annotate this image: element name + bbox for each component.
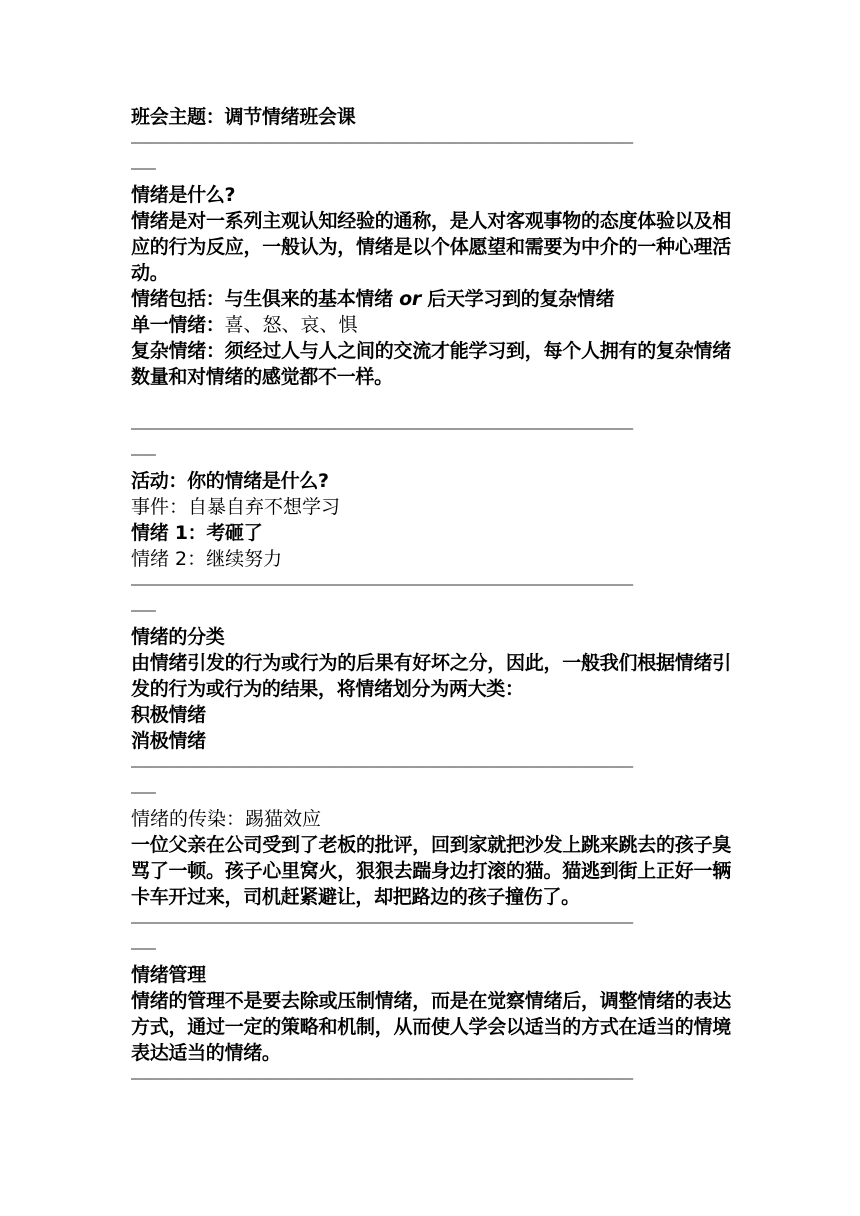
separator-tail: ——— — [131, 785, 156, 801]
emotion-2-label: 情绪 2： — [131, 548, 207, 570]
section-heading-what-is-emotion: 情绪是什么? — [131, 184, 236, 206]
separator-line: ————————————————————————————————————————————————————————————— — [131, 1071, 633, 1087]
complex-emotion-value: 须经过人与人之间的交流才能学习到，每个人拥有的复杂情绪数量和对情绪的感觉都不一样。 — [131, 340, 731, 388]
includes-basic: 与生俱来的基本情绪 — [224, 288, 400, 310]
title-text: 调节情绪班会课 — [224, 106, 356, 128]
emotion-includes-line — [131, 286, 731, 312]
complex-emotion-paragraph — [131, 338, 731, 390]
separator-tail: ——— — [131, 447, 156, 463]
section-heading-activity: 活动：你的情绪是什么? — [131, 470, 329, 492]
event-line — [131, 494, 731, 520]
separator-line: ————————————————————————————————————————————————————————————— — [131, 759, 633, 775]
contagion-label: 情绪的传染： — [131, 808, 246, 830]
blank-line — [131, 390, 731, 416]
separator-line: ————————————————————————————————————————————————————————————— — [131, 135, 633, 151]
classification-body: 由情绪引发的行为或行为的后果有好坏之分，因此，一般我们根据情绪引发的行为或行为的结果，将情绪划分为两大类： — [131, 652, 731, 700]
event-label: 事件： — [131, 496, 189, 518]
document-page — [131, 104, 731, 1092]
separator-line: ————————————————————————————————————————————————————————————— — [131, 421, 633, 437]
section-heading-management: 情绪管理 — [131, 964, 206, 986]
separator-tail: ——— — [131, 161, 156, 177]
positive-emotion: 积极情绪 — [131, 704, 206, 726]
emotion-1-value: 考砸了 — [206, 522, 263, 544]
single-emotion-value: 喜、怒、哀、惧 — [224, 314, 358, 336]
kick-the-cat-story: 一位父亲在公司受到了老板的批评，回到家就把沙发上跳来跳去的孩子臭骂了一顿。孩子心里窝火，狠狠去踹身边打滚的猫。猫逃到街上正好一辆卡车开过来，司机赶紧避让，却把路边的孩子撞伤了。 — [131, 834, 731, 908]
separator-line: ————————————————————————————————————————————————————————————— — [131, 577, 633, 593]
emotion-definition: 情绪是对一系列主观认知经验的通称，是人对客观事物的态度体验以及相应的行为反应，一般认为，情绪是以个体愿望和需要为中介的一种心理活动。 — [131, 210, 731, 284]
includes-complex: 后天学习到的复杂情绪 — [420, 288, 615, 310]
includes-label: 情绪包括： — [131, 288, 225, 310]
separator-tail: ——— — [131, 941, 156, 957]
emotion-1-label: 情绪 1： — [131, 522, 207, 544]
section-heading-contagion — [131, 806, 731, 832]
separator-tail: ——— — [131, 603, 156, 619]
emotion-1-line — [131, 520, 731, 546]
management-body: 情绪的管理不是要去除或压制情绪，而是在觉察情绪后，调整情绪的表达方式，通过一定的策略和机制，从而使人学会以适当的方式在适当的情境表达适当的情绪。 — [131, 990, 731, 1064]
event-value: 自暴自弃不想学习 — [188, 496, 341, 518]
title-label: 班会主题： — [131, 106, 225, 128]
single-emotion-label: 单一情绪： — [131, 314, 225, 336]
negative-emotion: 消极情绪 — [131, 730, 206, 752]
section-heading-classification: 情绪的分类 — [131, 626, 225, 648]
emotion-2-line — [131, 546, 731, 572]
single-emotion-line — [131, 312, 731, 338]
page-title — [131, 104, 731, 130]
complex-emotion-label: 复杂情绪： — [131, 340, 225, 362]
separator-line: ————————————————————————————————————————————————————————————— — [131, 915, 633, 931]
emotion-2-value: 继续努力 — [206, 548, 283, 570]
includes-or: or — [399, 288, 421, 310]
contagion-value: 踢猫效应 — [245, 808, 322, 830]
